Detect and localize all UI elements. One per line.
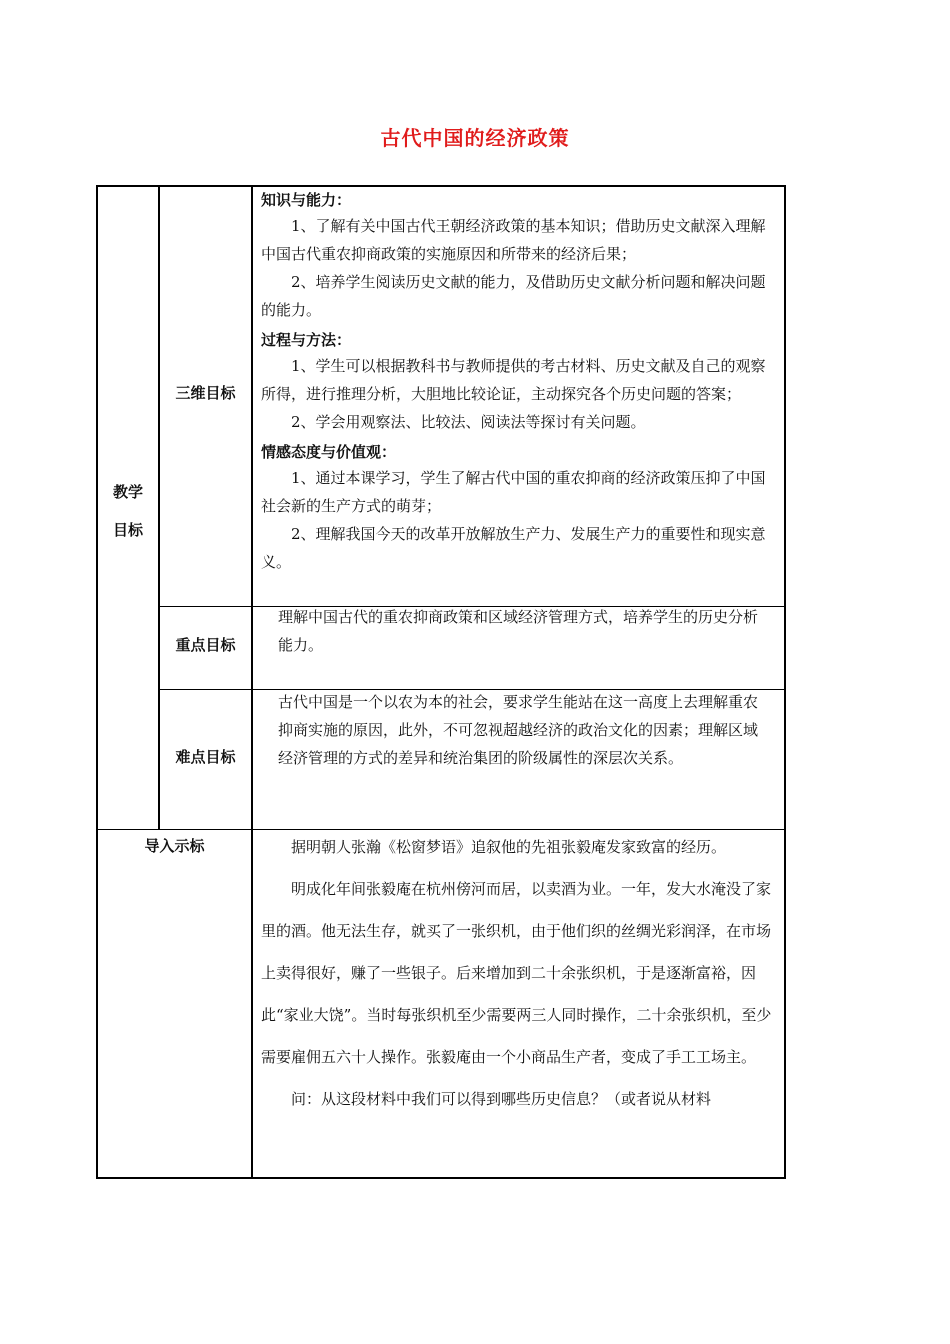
key-objective-label: 重点目标 xyxy=(175,636,236,654)
difficult-objective-text: 古代中国是一个以农为本的社会，要求学生能站在这一高度上去理解重农抑商实施的原因，此外，不可忽视超越经济的政治文化的因素；理解区域经济管理的方式的差异和统治集团的阶级属性的深层次关系。 xyxy=(278,693,758,767)
emotion-item: 2、理解我国今天的改革开放解放生产力、发展生产力的重要性和现实意义。 xyxy=(261,525,766,571)
difficult-objective-content xyxy=(278,688,758,828)
emotion-item: 1、通过本课学习，学生了解古代中国的重农抑商的经济政策压抑了中国社会新的生产方式的萌芽； xyxy=(261,469,766,515)
intro-paragraph: 据明朝人张瀚《松窗梦语》追叙他的先祖张毅庵发家致富的经历。 xyxy=(291,838,727,856)
teaching-objectives-label: 教学 目标 xyxy=(112,483,143,539)
three-dim-objectives-label: 三维目标 xyxy=(175,384,236,402)
table-border-bottom xyxy=(96,1177,786,1179)
three-dim-objectives-content xyxy=(261,188,777,604)
document-title: 古代中国的经济政策 xyxy=(380,126,570,150)
intro-paragraph: 明成化年间张毅庵在杭州傍河而居，以卖酒为业。一年，发大水淹没了家里的酒。他无法生存，就买了一张织机，由于他们织的丝绸光彩润泽，在市场上卖得很好，赚了一些银子。后来增加到二十余张织机，于是逐渐富裕，因此“家业大饶”。当时每张织机至少需要两三人同时操作，二十余张织机，至少需要雇佣五六十人操作。张毅庵由一个小商品生产者，变成了手工工场主。 xyxy=(261,880,772,1066)
table-border-right xyxy=(784,185,786,1179)
difficult-objective-label: 难点目标 xyxy=(175,748,236,766)
knowledge-item: 2、培养学生阅读历史文献的能力，及借助历史文献分析问题和解决问题的能力。 xyxy=(261,273,766,319)
process-item: 2、学会用观察法、比较法、阅读法等探讨有关问题。 xyxy=(291,413,646,431)
table-border-left xyxy=(96,185,98,1179)
knowledge-heading: 知识与能力： xyxy=(261,191,352,209)
emotion-heading: 情感态度与价值观： xyxy=(261,443,397,461)
process-item: 1、学生可以根据教科书与教师提供的考古材料、历史文献及自己的观察所得，进行推理分析，大胆地比较论证，主动探究各个历史问题的答案； xyxy=(261,357,766,403)
table-border-top xyxy=(96,185,786,187)
key-objective-text: 理解中国古代的重农抑商政策和区域经济管理方式，培养学生的历史分析能力。 xyxy=(278,608,758,654)
column-divider xyxy=(251,185,253,1179)
intro-content xyxy=(261,826,777,1176)
intro-label: 导入示标 xyxy=(144,837,205,855)
knowledge-item: 1、了解有关中国古代王朝经济政策的基本知识；借助历史文献深入理解中国古代重农抑商政策的实施原因和所带来的经济后果； xyxy=(261,217,766,263)
column-divider xyxy=(158,185,160,830)
key-objective-content xyxy=(278,603,758,687)
intro-question: 问：从这段材料中我们可以得到哪些历史信息？（或者说从材料 xyxy=(291,1090,712,1108)
process-heading: 过程与方法： xyxy=(261,331,352,349)
